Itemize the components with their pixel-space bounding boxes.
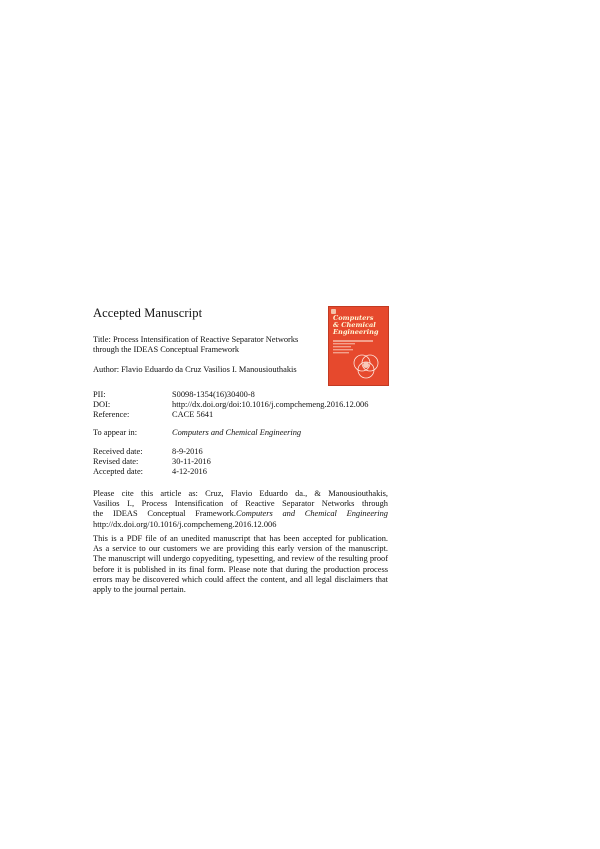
cover-journal-title: Computers & Chemical Engineering [333, 314, 379, 336]
journal-name: Computers and Chemical Engineering [172, 428, 302, 437]
reference-label: Reference: [93, 410, 130, 420]
disclaimer-paragraph: This is a PDF file of an unedited manuscript that has been accepted for publication. As a service to our customers we are providing this early version of the manuscript. The manuscript will undergo copyediting, typesetting, and review of the resulting proof before it is published in its final form. Please note that during the production process errors may be discovered which could affect the content, and all legal disclaimers that apply to the journal pertain. [93, 534, 388, 595]
journal-cover-image [328, 306, 389, 386]
article-author: Author: Flavio Eduardo da Cruz Vasilios I. Manousiouthakis [93, 365, 297, 374]
received-value: 8-9-2016 [172, 447, 203, 456]
cover-circles-graphic [329, 307, 388, 385]
revised-label: Revised date: [93, 457, 139, 467]
accepted-label: Accepted date: [93, 467, 143, 477]
appear-row [93, 428, 423, 438]
revised-value: 30-11-2016 [172, 457, 211, 467]
article-title: Title: Process Intensification of Reactive Separator Networks through the IDEAS Conceptual Framework [93, 335, 299, 355]
page-heading: Accepted Manuscript [93, 306, 203, 320]
received-row [93, 447, 423, 457]
accepted-value: 4-12-2016 [172, 467, 207, 477]
reference-row [93, 410, 423, 420]
received-label: Received date: [93, 447, 143, 456]
doi-row [93, 400, 423, 410]
dates-block [93, 447, 423, 478]
appear-label: To appear in: [93, 428, 138, 437]
citation-paragraph: Please cite this article as: Cruz, Flavio Eduardo da., & Manousiouthakis, Vasilios I., Process Intensification of Reactive Separator Networks through the IDEAS Conceptual Framework.Computers and Chemical Engineering http://dx.doi.org/10.1016/j.compchemeng.2016.12.006 [93, 489, 388, 529]
revised-row [93, 457, 423, 467]
doi-value: http://dx.doi.org/doi:10.1016/j.compchemeng.2016.12.006 [172, 400, 369, 410]
appear-block [93, 428, 423, 438]
reference-value: CACE 5641 [172, 410, 214, 420]
doi-label: DOI: [93, 400, 111, 410]
identifiers-block [93, 390, 423, 421]
accepted-row [93, 467, 423, 477]
pii-label: PII: [93, 390, 106, 399]
pii-value: S0098-1354(16)30400-8 [172, 390, 255, 399]
pii-row [93, 390, 423, 400]
